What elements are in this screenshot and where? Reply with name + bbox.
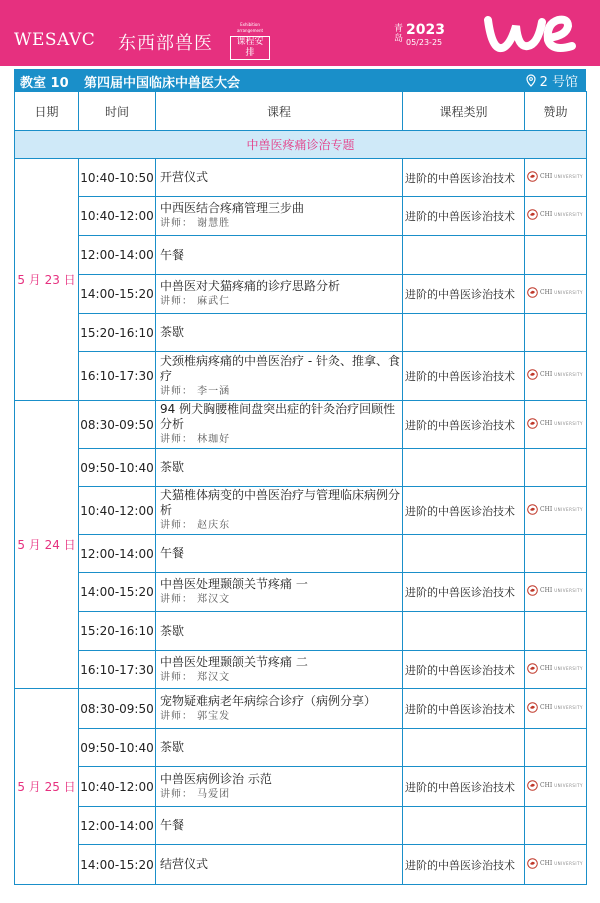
- schedule-table: [14, 91, 587, 885]
- sponsor-cell: [525, 401, 587, 449]
- sponsor-cell: [525, 845, 587, 885]
- sponsor-cell: [525, 651, 587, 689]
- sponsor-logo: [527, 702, 583, 713]
- category-cell: 进阶的中兽医诊治技术: [403, 159, 525, 197]
- category-cell: 进阶的中兽医诊治技术: [403, 767, 525, 807]
- sponsor-name: CHI: [540, 587, 553, 594]
- category-cell: [403, 807, 525, 845]
- course-cell: [156, 487, 403, 535]
- sponsor-name: CHI: [540, 289, 553, 296]
- course-title: 犬颈椎病疼痛的中兽医治疗 - 针灸、推拿、食疗: [160, 353, 400, 383]
- time-cell: 10:40-12:00: [79, 197, 156, 236]
- course-cell: [156, 275, 403, 314]
- sponsor-subtitle: UNIVERSITY: [554, 420, 583, 426]
- event-dates: 05/23-25: [406, 38, 443, 47]
- time-cell: 12:00-14:00: [79, 535, 156, 573]
- sponsor-logo: [527, 663, 583, 674]
- table-row: [15, 487, 587, 535]
- category-cell: [403, 535, 525, 573]
- sponsor-logo: [527, 504, 583, 515]
- schedule-badge: Exhibition arrangement 课程安排: [230, 22, 270, 48]
- date-cell: 5 月 24 日: [15, 401, 79, 689]
- chi-logo-icon: [527, 780, 538, 791]
- room-bar: [14, 69, 586, 91]
- chi-logo-icon: [527, 585, 538, 596]
- course-title: 茶歇: [160, 325, 185, 339]
- category-cell: [403, 236, 525, 275]
- sponsor-cell: [525, 449, 587, 487]
- category-cell: 进阶的中兽医诊治技术: [403, 845, 525, 885]
- sponsor-subtitle: UNIVERSITY: [554, 588, 583, 593]
- sponsor-name: CHI: [540, 172, 553, 180]
- sponsor-name: CHI: [540, 419, 553, 427]
- course-title: 中兽医病例诊治 示范: [160, 771, 272, 786]
- time-cell: 15:20-16:10: [79, 314, 156, 352]
- table-row: [15, 729, 587, 767]
- sponsor-logo: [527, 418, 583, 429]
- time-cell: 10:40-10:50: [79, 159, 156, 197]
- category-cell: 进阶的中兽医诊治技术: [403, 401, 525, 449]
- sponsor-subtitle: UNIVERSITY: [554, 290, 583, 295]
- course-cell: [156, 767, 403, 807]
- sponsor-name: CHI: [540, 211, 553, 218]
- lecturer-name: 讲师： 郑汉文: [160, 594, 231, 605]
- sponsor-subtitle: UNIVERSITY: [554, 860, 583, 866]
- lecturer-name: 讲师： 李一涵: [160, 385, 231, 397]
- sponsor-name: CHI: [540, 781, 553, 789]
- category-cell: 进阶的中兽医诊治技术: [403, 651, 525, 689]
- sponsor-name: CHI: [540, 703, 553, 711]
- course-title: 茶歇: [160, 623, 185, 638]
- time-cell: 08:30-09:50: [79, 689, 156, 729]
- date-cell: 5 月 25 日: [15, 689, 79, 885]
- table-row: [15, 236, 587, 275]
- category-cell: [403, 449, 525, 487]
- sponsor-logo: [527, 209, 583, 220]
- sponsor-name: CHI: [540, 505, 553, 513]
- sponsor-cell: [525, 236, 587, 275]
- lecturer-name: 讲师： 麻武仁: [160, 296, 231, 307]
- sponsor-cell: [525, 689, 587, 729]
- sponsor-subtitle: UNIVERSITY: [554, 173, 583, 179]
- brand-logo: WESAVC: [14, 30, 96, 50]
- we-logo-icon: [482, 12, 578, 56]
- topic-title: 中兽医疼痛诊治专题: [15, 131, 587, 159]
- course-title: 午餐: [160, 818, 185, 832]
- course-title: 宠物疑难病老年病综合诊疗（病例分享）: [160, 693, 377, 708]
- category-cell: [403, 729, 525, 767]
- course-title: 午餐: [160, 247, 185, 262]
- time-cell: 08:30-09:50: [79, 401, 156, 449]
- sponsor-cell: [525, 275, 587, 314]
- course-title: 犬猫椎体病变的中兽医治疗与管理临床病例分析: [160, 488, 401, 517]
- table-header-row: [15, 92, 587, 131]
- sponsor-logo: [527, 171, 583, 182]
- topic-row: [15, 131, 587, 159]
- sponsor-subtitle: UNIVERSITY: [554, 506, 583, 512]
- chi-logo-icon: [527, 858, 538, 869]
- course-cell: [156, 236, 403, 275]
- lecturer-name: 讲师： 郑汉文: [160, 671, 231, 683]
- table-row: [15, 352, 587, 401]
- sponsor-name: CHI: [540, 859, 553, 867]
- time-cell: 12:00-14:00: [79, 807, 156, 845]
- category-cell: 进阶的中兽医诊治技术: [403, 352, 525, 401]
- course-title: 茶歇: [160, 460, 185, 474]
- chi-logo-icon: [527, 369, 538, 380]
- table-row: [15, 573, 587, 612]
- lecturer-name: 讲师： 谢慧胜: [160, 218, 231, 229]
- sponsor-logo: [527, 585, 583, 596]
- course-title: 开营仪式: [160, 170, 209, 184]
- course-cell: [156, 689, 403, 729]
- course-cell: [156, 651, 403, 689]
- table-row: [15, 845, 587, 885]
- sponsor-cell: [525, 767, 587, 807]
- sponsor-subtitle: UNIVERSITY: [554, 782, 583, 788]
- column-header-category: 课程类别: [403, 92, 525, 131]
- course-cell: [156, 612, 403, 651]
- course-title: 中兽医处理颞颌关节疼痛 二: [160, 654, 308, 669]
- table-row: [15, 314, 587, 352]
- sponsor-logo: [527, 369, 583, 380]
- lecturer-name: 讲师： 赵庆东: [160, 520, 231, 531]
- column-header-course: 课程: [156, 92, 403, 131]
- course-title: 茶歇: [160, 740, 185, 754]
- sponsor-name: CHI: [540, 664, 553, 672]
- sponsor-cell: [525, 729, 587, 767]
- date-cell: 5 月 23 日: [15, 159, 79, 401]
- sponsor-cell: [525, 487, 587, 535]
- time-cell: 09:50-10:40: [79, 729, 156, 767]
- table-row: [15, 767, 587, 807]
- course-title: 94 例犬胸腰椎间盘突出症的针灸治疗回顾性分析: [160, 402, 396, 431]
- course-title: 中兽医对犬猫疼痛的诊疗思路分析: [160, 279, 341, 293]
- time-cell: 15:20-16:10: [79, 612, 156, 651]
- time-cell: 10:40-12:00: [79, 487, 156, 535]
- column-header-time: 时间: [79, 92, 156, 131]
- time-cell: 14:00-15:20: [79, 275, 156, 314]
- conference-title: 第四届中国临床中兽医大会: [84, 76, 241, 91]
- chi-logo-icon: [527, 418, 538, 429]
- table-row: [15, 651, 587, 689]
- course-cell: [156, 845, 403, 885]
- column-header-sponsor: 赞助: [525, 92, 587, 131]
- sponsor-subtitle: UNIVERSITY: [554, 372, 583, 377]
- course-cell: [156, 573, 403, 612]
- time-cell: 12:00-14:00: [79, 236, 156, 275]
- sponsor-cell: [525, 535, 587, 573]
- category-cell: 进阶的中兽医诊治技术: [403, 197, 525, 236]
- sponsor-cell: [525, 314, 587, 352]
- column-header-date: 日期: [15, 92, 79, 131]
- course-cell: [156, 352, 403, 401]
- course-cell: [156, 807, 403, 845]
- course-cell: [156, 314, 403, 352]
- category-cell: 进阶的中兽医诊治技术: [403, 275, 525, 314]
- category-cell: 进阶的中兽医诊治技术: [403, 487, 525, 535]
- time-cell: 16:10-17:30: [79, 352, 156, 401]
- lecturer-name: 讲师： 马爱团: [160, 788, 231, 800]
- brand-name: 东西部兽医: [118, 33, 213, 54]
- course-cell: [156, 401, 403, 449]
- sponsor-logo: [527, 780, 583, 791]
- sponsor-cell: [525, 612, 587, 651]
- chi-logo-icon: [527, 702, 538, 713]
- sponsor-logo: [527, 287, 583, 298]
- course-cell: [156, 197, 403, 236]
- course-title: 结营仪式: [160, 857, 209, 871]
- course-cell: [156, 535, 403, 573]
- course-title: 中西医结合疼痛管理三步曲: [160, 201, 305, 215]
- sponsor-logo: [527, 858, 583, 869]
- table-row: [15, 807, 587, 845]
- city-label: 青岛: [394, 24, 404, 44]
- sponsor-cell: [525, 159, 587, 197]
- course-cell: [156, 729, 403, 767]
- time-cell: 14:00-15:20: [79, 845, 156, 885]
- table-row: [15, 197, 587, 236]
- event-year: 2023: [406, 22, 445, 38]
- sponsor-cell: [525, 197, 587, 236]
- sponsor-cell: [525, 573, 587, 612]
- sponsor-name: CHI: [540, 371, 553, 378]
- table-row: [15, 275, 587, 314]
- course-title: 午餐: [160, 546, 185, 560]
- chi-logo-icon: [527, 209, 538, 220]
- course-cell: [156, 159, 403, 197]
- header-banner: [0, 0, 600, 66]
- room-name: 教室 10: [20, 76, 69, 91]
- time-cell: 09:50-10:40: [79, 449, 156, 487]
- hall-label: 2 号馆: [526, 71, 578, 90]
- sponsor-subtitle: UNIVERSITY: [554, 704, 583, 710]
- sponsor-cell: [525, 352, 587, 401]
- lecturer-name: 讲师： 郭宝发: [160, 710, 231, 722]
- table-row: [15, 689, 587, 729]
- category-cell: [403, 314, 525, 352]
- location-pin-icon: [526, 74, 536, 87]
- table-row: [15, 612, 587, 651]
- chi-logo-icon: [527, 504, 538, 515]
- sponsor-subtitle: UNIVERSITY: [554, 665, 583, 671]
- sponsor-cell: [525, 807, 587, 845]
- category-cell: [403, 612, 525, 651]
- sponsor-subtitle: UNIVERSITY: [554, 212, 583, 217]
- table-row: [15, 449, 587, 487]
- chi-logo-icon: [527, 663, 538, 674]
- lecturer-name: 讲师： 林珈好: [160, 434, 231, 445]
- course-title: 中兽医处理颞颌关节疼痛 一: [160, 577, 308, 591]
- time-cell: 16:10-17:30: [79, 651, 156, 689]
- table-row: [15, 159, 587, 197]
- course-cell: [156, 449, 403, 487]
- chi-logo-icon: [527, 171, 538, 182]
- time-cell: 10:40-12:00: [79, 767, 156, 807]
- chi-logo-icon: [527, 287, 538, 298]
- category-cell: 进阶的中兽医诊治技术: [403, 573, 525, 612]
- category-cell: 进阶的中兽医诊治技术: [403, 689, 525, 729]
- table-row: [15, 401, 587, 449]
- schedule-body: [15, 131, 587, 885]
- time-cell: 14:00-15:20: [79, 573, 156, 612]
- table-row: [15, 535, 587, 573]
